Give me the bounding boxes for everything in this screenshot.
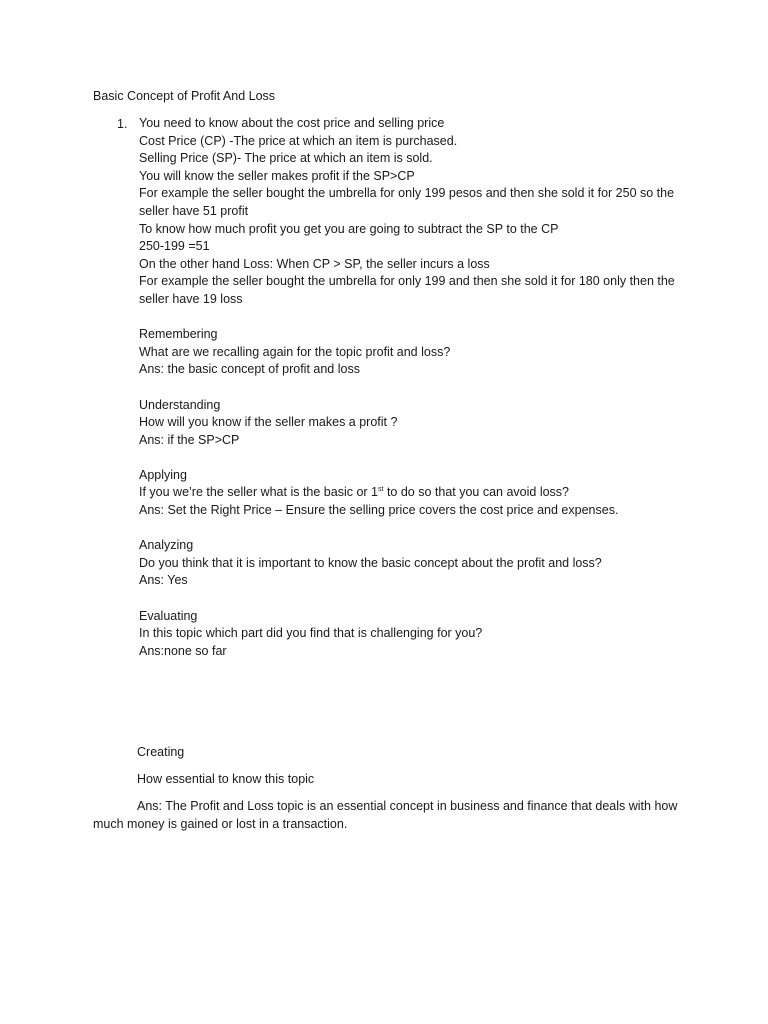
evaluating-question: In this topic which part did you find that is challenging for you?: [139, 626, 483, 641]
evaluating-answer: Ans:none so far: [139, 643, 227, 658]
profit-calculation-note: To know how much profit you get you are going to subtract the SP to the CP: [139, 221, 559, 236]
superscript-st: st: [378, 486, 384, 494]
analyzing-answer: Ans: Yes: [139, 573, 188, 588]
loss-example: For example the seller bought the umbrella for only 199 and then she sold it for 180 only then the seller have 19 loss: [139, 274, 675, 306]
understanding-heading: Understanding: [139, 397, 221, 412]
loss-condition: On the other hand Loss: When CP > SP, the seller incurs a loss: [139, 256, 490, 271]
creating-question: How essential to know this topic: [137, 772, 315, 786]
list-number: 1.: [117, 117, 128, 131]
applying-question-text: If you we’re the seller what is the basic or 1: [139, 485, 379, 500]
applying-question-text-end: to do so that you can avoid loss?: [383, 485, 570, 500]
creating-answer: Ans: The Profit and Loss topic is an essential concept in business and finance that deals with how much money is gained or lost in a transaction.: [93, 799, 678, 831]
document-title: Basic Concept of Profit And Loss: [93, 89, 276, 103]
understanding-question: How will you know if the seller makes a profit ?: [139, 415, 398, 430]
analyzing-question: Do you think that it is important to know the basic concept about the profit and loss?: [139, 555, 602, 570]
profit-condition: You will know the seller makes profit if the SP>CP: [139, 168, 415, 183]
applying-heading: Applying: [139, 467, 187, 482]
profit-calculation: 250-199 =51: [139, 239, 210, 254]
remembering-heading: Remembering: [139, 327, 218, 342]
applying-answer: Ans: Set the Right Price – Ensure the selling price covers the cost price and expenses.: [139, 503, 619, 518]
creating-heading: Creating: [137, 745, 185, 759]
remembering-question: What are we recalling again for the topic profit and loss?: [139, 344, 451, 359]
remembering-answer: Ans: the basic concept of profit and loss: [139, 362, 360, 377]
intro-line: You need to know about the cost price and selling price: [139, 116, 445, 130]
list-item-content: [139, 115, 684, 660]
understanding-answer: Ans: if the SP>CP: [139, 432, 240, 447]
profit-example: For example the seller bought the umbrella for only 199 pesos and then she sold it for 250 so the seller have 51 profit: [139, 186, 675, 218]
cost-price-definition: Cost Price (CP) -The price at which an item is purchased.: [139, 133, 458, 148]
analyzing-heading: Analyzing: [139, 538, 194, 553]
evaluating-heading: Evaluating: [139, 608, 198, 623]
applying-question: [139, 484, 684, 502]
selling-price-definition: Selling Price (SP)- The price at which an item is sold.: [139, 151, 433, 166]
